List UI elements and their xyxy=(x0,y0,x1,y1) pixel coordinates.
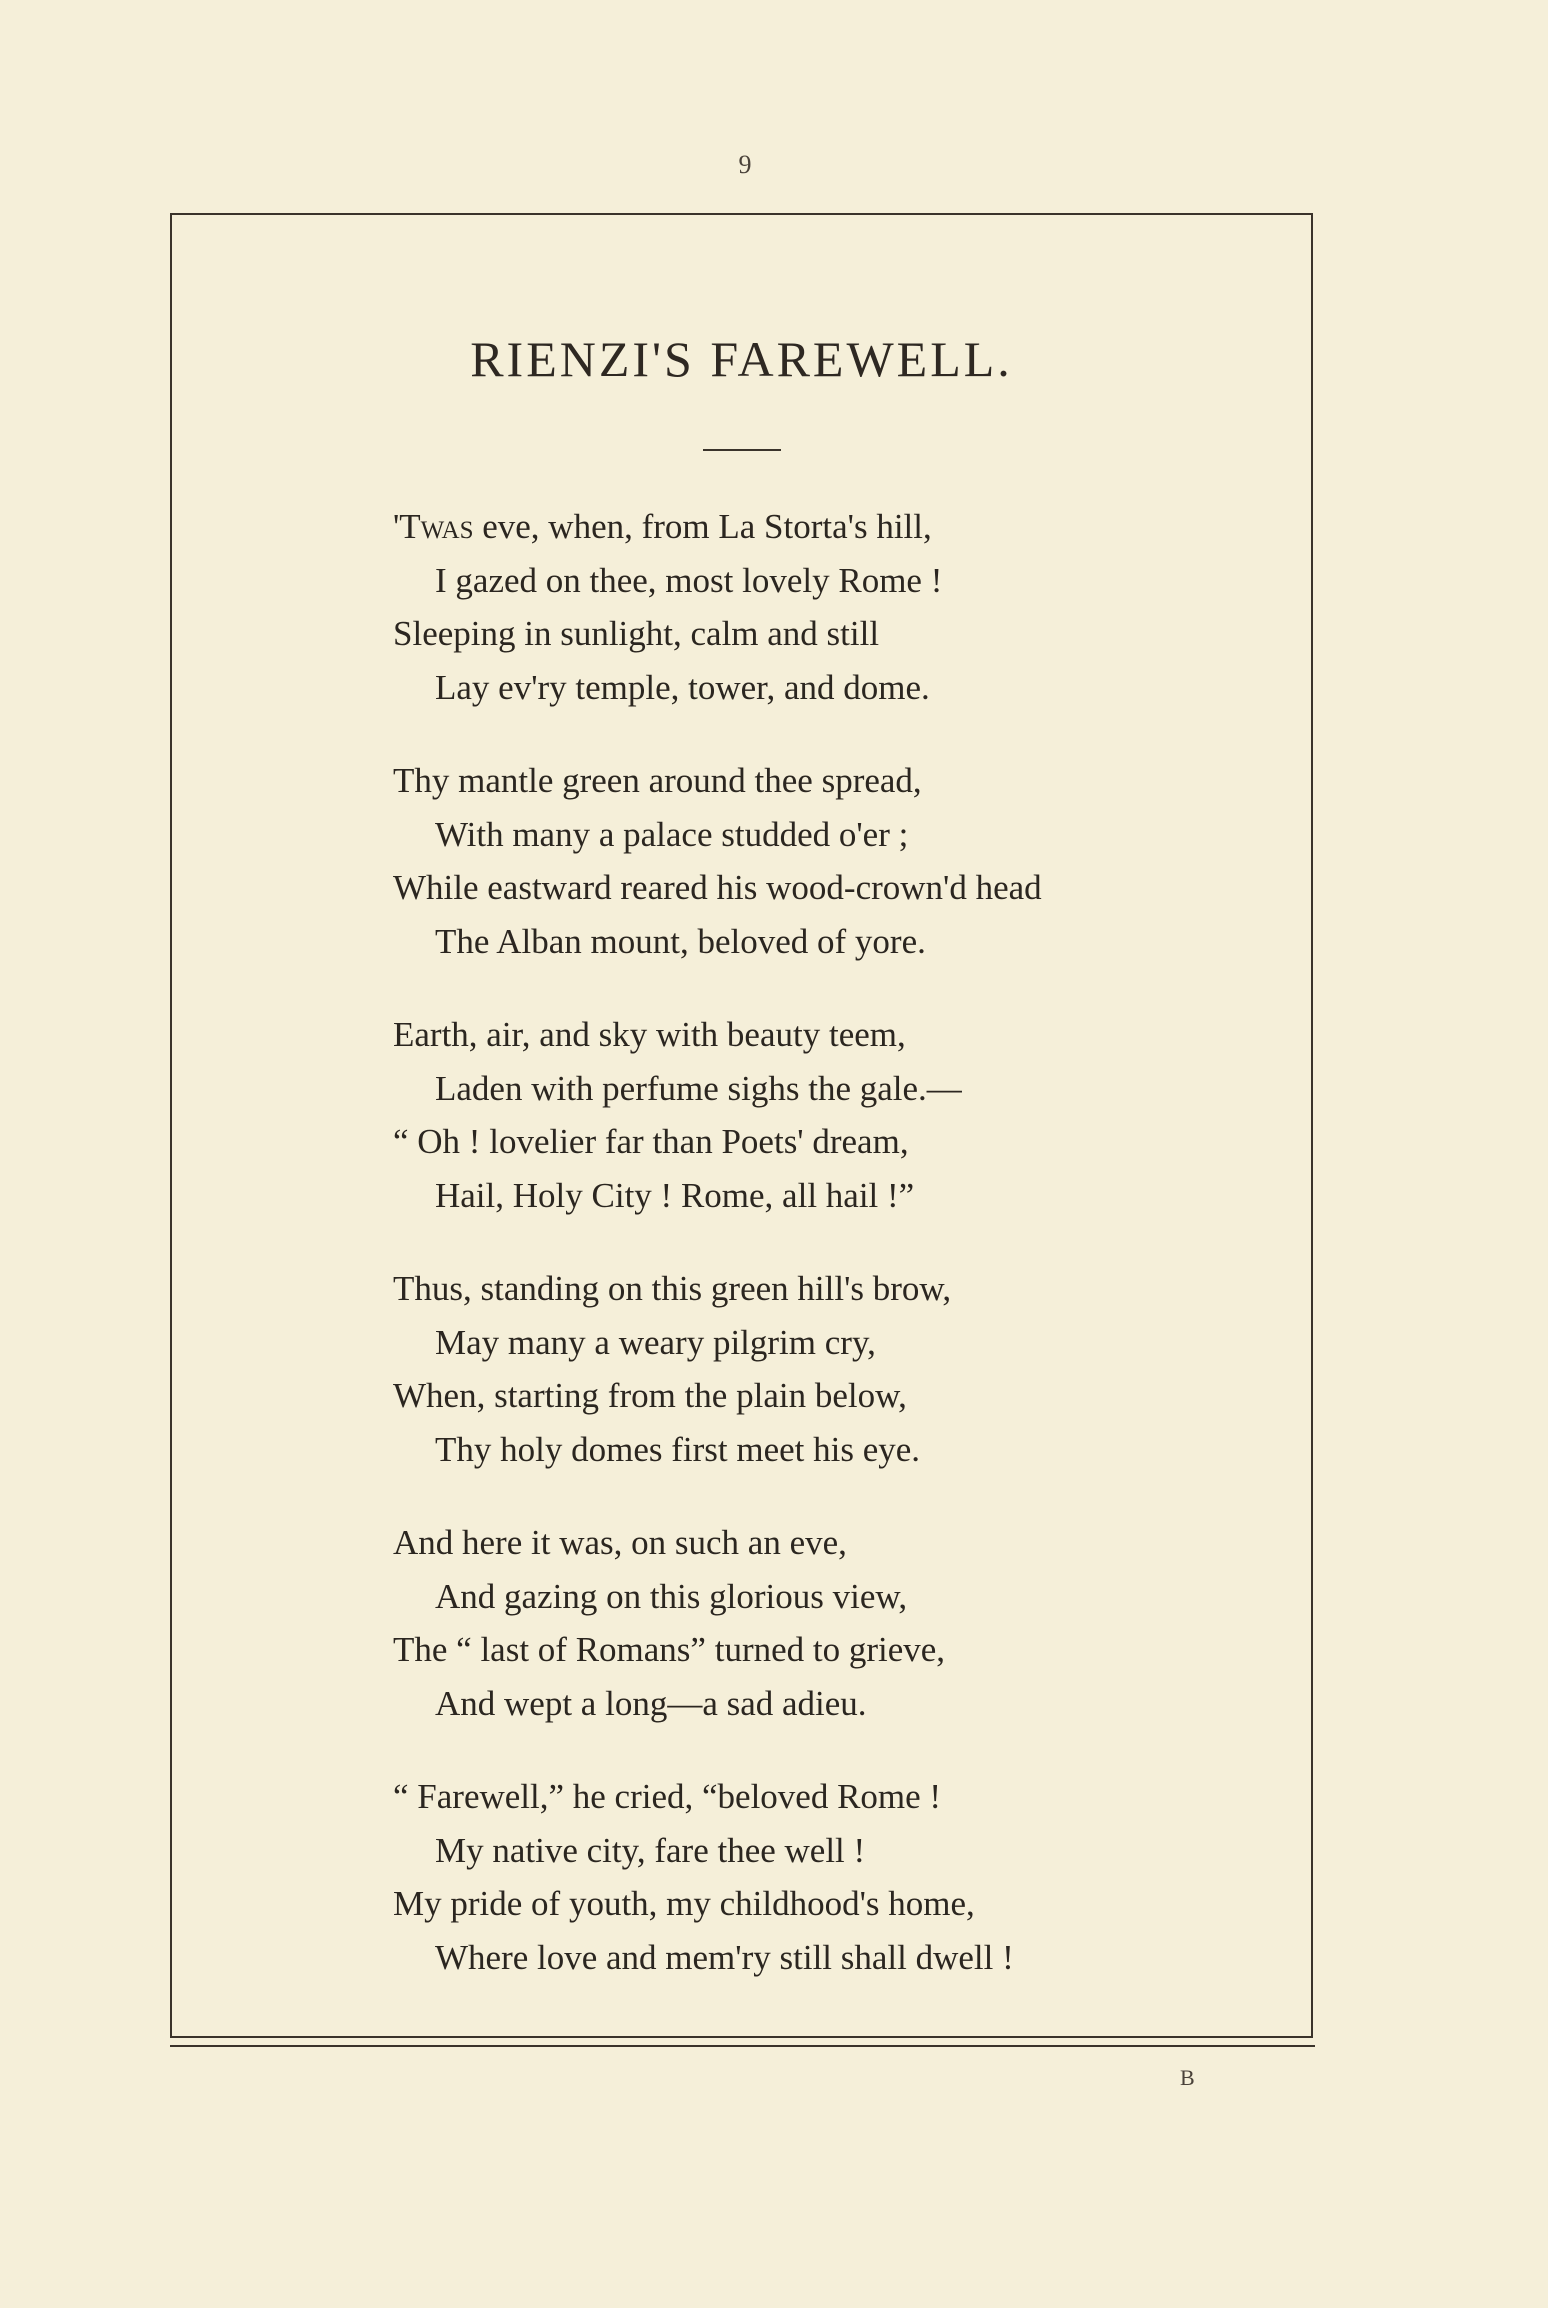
poem-line: May many a weary pilgrim cry, xyxy=(435,1322,876,1362)
poem-line: “ Farewell,” he cried, “beloved Rome ! xyxy=(393,1777,942,1816)
poem-line: Where love and mem'ry still shall dwell ! xyxy=(435,1937,1014,1977)
poem-line: And wept a long—a sad adieu. xyxy=(435,1683,867,1723)
poem-line: When, starting from the plain below, xyxy=(393,1376,907,1415)
poem-line: My pride of youth, my childhood's home, xyxy=(393,1884,975,1923)
poem-line: Sleeping in sunlight, calm and still xyxy=(393,614,880,653)
poem-line: Laden with perfume sighs the gale.— xyxy=(435,1068,962,1108)
poem-line: My native city, fare thee well ! xyxy=(435,1830,866,1870)
poem-line: While eastward reared his wood-crown'd head xyxy=(393,868,1042,907)
opening-line-rest: eve, when, from La Storta's hill, xyxy=(473,507,932,546)
poem-line: With many a palace studded o'er ; xyxy=(435,814,909,854)
poem-line: The “ last of Romans” turned to grieve, xyxy=(393,1630,946,1669)
poem-line: Thus, standing on this green hill's brow, xyxy=(393,1269,952,1308)
stanza-6 xyxy=(393,1770,1293,1984)
signature-mark: B xyxy=(1180,2065,1195,2090)
poem-body xyxy=(393,500,1293,2024)
poem-line: “ Oh ! lovelier far than Poets' dream, xyxy=(393,1122,909,1161)
stanza-3 xyxy=(393,1008,1293,1222)
stanza-2 xyxy=(393,754,1293,968)
poem-line: The Alban mount, beloved of yore. xyxy=(435,921,926,961)
poem-line: Earth, air, and sky with beauty teem, xyxy=(393,1015,906,1054)
frame-bottom-rule xyxy=(170,2045,1315,2047)
poem-line: Thy mantle green around thee spread, xyxy=(393,761,922,800)
poem-line: Lay ev'ry temple, tower, and dome. xyxy=(435,667,930,707)
poem-line: Thy holy domes first meet his eye. xyxy=(435,1429,921,1469)
stanza-5 xyxy=(393,1516,1293,1730)
stanza-4 xyxy=(393,1262,1293,1476)
title-divider xyxy=(703,449,781,451)
poem-line: I gazed on thee, most lovely Rome ! xyxy=(435,560,943,600)
page-number: 9 xyxy=(738,150,752,179)
poem-line: And here it was, on such an eve, xyxy=(393,1523,847,1562)
opening-word: 'Twas xyxy=(393,507,474,546)
poem-line xyxy=(393,500,1293,554)
poem-line: Hail, Holy City ! Rome, all hail !” xyxy=(435,1175,915,1215)
poem-line: And gazing on this glorious view, xyxy=(435,1576,908,1616)
stanza-1 xyxy=(393,500,1293,714)
poem-title: RIENZI'S FAREWELL. xyxy=(470,331,1013,387)
